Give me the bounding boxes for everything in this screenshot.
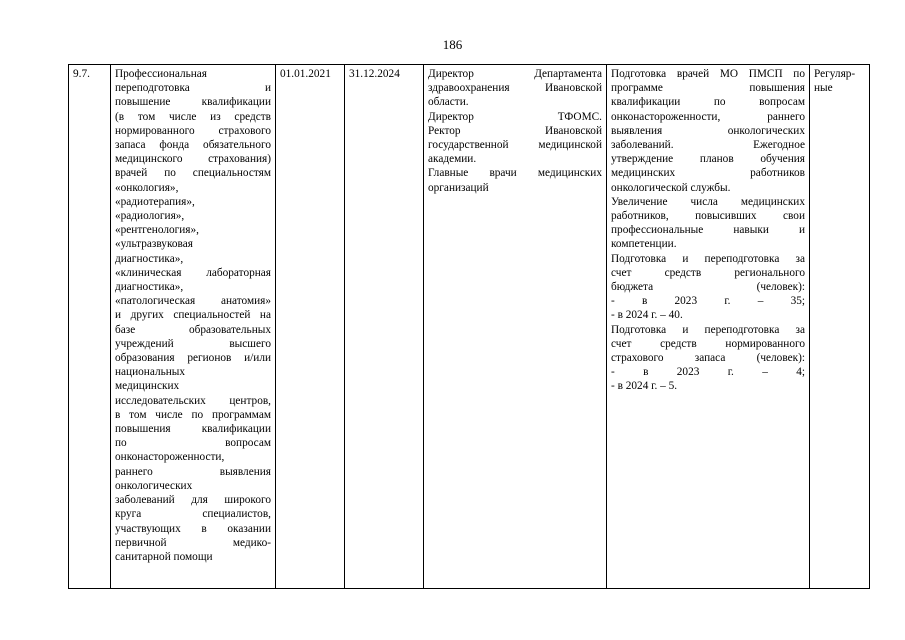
text-line: программе повышения [611, 82, 805, 95]
text-line: онкологических [115, 479, 193, 492]
text-line: медицинских работников [611, 167, 805, 180]
text-line: переподготовка и [115, 82, 271, 95]
text-line: повышения квалификации [115, 423, 271, 436]
text-line: организаций [428, 181, 489, 194]
text-line: выявления онкологических [611, 124, 805, 137]
text-line: утверждение планов обучения [611, 153, 805, 166]
text-line: Главные врачи медицинских [428, 167, 602, 180]
text-line: - в 2024 г. – 5. [611, 380, 678, 393]
text-line: «клиническая лабораторная [115, 266, 271, 279]
text-line: - в 2023 г. – 35; [611, 295, 805, 308]
text-line: области. [428, 96, 469, 109]
text-line: Подготовка и переподготовка за [611, 252, 805, 265]
text-line: круга специалистов, [115, 508, 271, 521]
text-line: «патологическая анатомия» [115, 295, 271, 308]
text-line: «радиотерапия», [115, 195, 195, 208]
text-line: раннего выявления [115, 465, 271, 478]
text-line: ные [814, 82, 833, 95]
page-number: 186 [442, 37, 463, 52]
text-line: Директор ТФОМС. [428, 110, 602, 123]
text-line: «рентгенология», [115, 224, 199, 237]
end-date: 31.12.2024 [349, 68, 400, 80]
text-line: Подготовка врачей МО ПМСП по [611, 68, 805, 80]
text-line: в том числе по программам [115, 408, 271, 421]
text-line: онконастороженности, [115, 451, 225, 464]
start-date: 01.01.2021 [280, 68, 331, 80]
text-line: участвующих в оказании [115, 522, 271, 535]
text-line: медицинского страхования) [115, 153, 271, 166]
text-line: базе образовательных [115, 323, 271, 336]
text-line: Профессиональная [115, 68, 207, 80]
text-line: образования регионов и/или [115, 352, 271, 365]
plan-table [68, 64, 870, 589]
text-line: повышение квалификации [115, 96, 271, 109]
text-line: диагностика», [115, 252, 184, 265]
text-line: профессиональные навыки и [611, 224, 805, 237]
text-line: - в 2023 г. – 4; [611, 366, 805, 379]
text-line: нормированного страхового [115, 124, 271, 137]
text-line: квалификации по вопросам [611, 96, 805, 109]
text-line: государственной медицинской [428, 139, 602, 152]
text-line: онкологической службы. [611, 181, 731, 194]
start-date-cell [276, 65, 345, 589]
text-line: онконастороженности, раннего [611, 110, 805, 123]
text-line: страхового запаса (человек): [611, 352, 805, 365]
text-line: Директор Департамента [428, 68, 602, 80]
text-line: Увеличение числа медицинских [611, 195, 805, 208]
row-number: 9.7. [73, 68, 90, 80]
text-line: счет средств регионального [611, 266, 805, 279]
text-line: «ультразвуковая [115, 238, 193, 251]
text-line: академии. [428, 153, 477, 166]
text-line: здравоохранения Ивановской [428, 82, 602, 95]
text-line: заболеваний. Ежегодное [611, 139, 805, 152]
text-line: - в 2024 г. – 40. [611, 309, 683, 322]
responsible-cell [424, 65, 607, 589]
row-number-cell [69, 65, 111, 589]
text-line: бюджета (человек): [611, 281, 805, 294]
text-line: «онкология», [115, 181, 179, 194]
text-line: запаса фонда обязательного [115, 139, 271, 152]
text-line: Подготовка и переподготовка за [611, 323, 805, 336]
text-line: исследовательских центров, [115, 394, 271, 407]
text-line: по вопросам [115, 437, 271, 450]
text-line: учреждений высшего [115, 337, 271, 350]
text-line: национальных [115, 366, 186, 379]
text-line: Регуляр- [814, 68, 856, 80]
text-line: врачей по специальностям [115, 167, 271, 180]
end-date-cell [345, 65, 424, 589]
table-row [69, 65, 870, 589]
periodicity-cell [810, 65, 870, 589]
text-line: и других специальностей на [115, 309, 271, 322]
text-line: заболеваний для широкого [115, 494, 271, 507]
text-line: работников, повысивших свои [611, 210, 805, 223]
text-line: компетенции. [611, 238, 677, 251]
text-line: (в том числе из средств [115, 110, 271, 123]
text-line: первичной медико- [115, 536, 271, 549]
text-line: «радиология», [115, 210, 185, 223]
activity-cell [111, 65, 276, 589]
result-cell [607, 65, 810, 589]
text-line: санитарной помощи [115, 550, 213, 563]
text-line: Ректор Ивановской [428, 124, 602, 137]
text-line: счет средств нормированного [611, 337, 805, 350]
text-line: медицинских [115, 380, 180, 393]
text-line: диагностика», [115, 281, 184, 294]
